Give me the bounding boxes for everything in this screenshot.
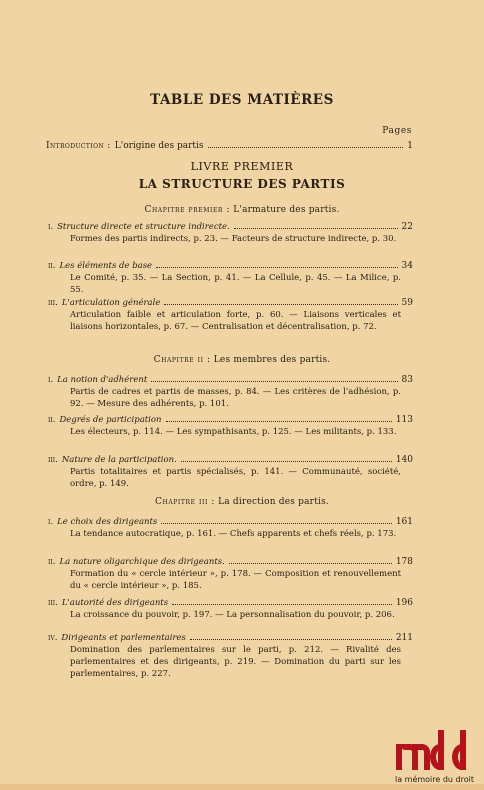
toc-section [48,597,413,621]
toc-section [48,374,413,410]
mdd-logo [390,724,478,786]
page-number: 161 [395,517,413,527]
section-description: Formes des partis indirects, p. 23. — Facteurs de structure indirecte, p. 30. [70,234,397,244]
dot-leader [172,604,392,605]
introduction-label: Introduction : [46,141,111,151]
section-description: La tendance autocratique, p. 161. — Chefs apparents et chefs réels, p. 173. [70,529,397,539]
dot-leader [151,381,397,382]
page-title: TABLE DES MATIÈRES [150,92,334,108]
section-title: L'autorité des dirigeants [61,598,169,608]
chapter-heading [0,497,484,507]
livre-title: LA STRUCTURE DES PARTIS [138,177,346,191]
section-title: L'articulation générale [61,298,161,308]
section-title: Dirigeants et parlementaires [61,633,186,643]
toc-section [48,516,413,540]
section-description: Domination des parlementaires sur le parti, p. 212. — Rivalité des parlementaires et des dirigeants, p. 219. — Domination du parti sur les parlementaires, p. 227. [70,645,401,679]
mdd-logo-mark [394,728,476,772]
chapter-label: Chapitre iii : [155,497,216,507]
section-number: i. [48,375,54,385]
chapter-label: Chapitre premier : [144,205,231,215]
introduction-entry [46,141,413,151]
section-number: ii. [48,415,56,425]
dot-leader [229,563,392,564]
dot-leader [161,523,392,524]
page-number: 196 [395,598,413,608]
livre-label: LIVRE PREMIER [190,160,294,173]
dot-leader [166,421,392,422]
page-number: 211 [395,633,413,643]
section-description: Formation du « cercle intérieur », p. 178. — Composition et renouvellement du « cercle intérieur », p. 185. [70,569,401,591]
page-edge [0,784,484,790]
page-number: 1 [407,141,413,151]
section-description: Articulation faible et articulation forte, p. 60. — Liaisons verticales et liaisons horizontales, p. 67. — Centralisation et décentralisation, p. 72. [70,310,401,332]
section-description: Le Comité, p. 35. — La Section, p. 41. — La Cellule, p. 45. — La Milice, p. 55. [70,273,401,295]
section-number: iv. [48,633,58,643]
toc-section [48,454,413,490]
introduction-text: L'origine des partis [114,141,204,151]
section-title: La notion d'adhérent [57,375,148,385]
dot-leader [190,639,392,640]
section-title: Structure directe et structure indirecte. [57,222,230,232]
logo-tagline: la mémoire du droit [394,775,474,784]
section-title: Nature de la participation. [61,455,177,465]
page-number: 34 [401,261,413,271]
section-number: i. [48,517,54,527]
section-number: iii. [48,598,58,608]
chapter-title: L'armature des partis. [233,205,340,215]
chapter-title: Les membres des partis. [213,355,331,365]
dot-leader [164,304,397,305]
page-number: 22 [401,222,413,232]
chapter-heading [0,205,484,215]
chapter-title: La direction des partis. [218,497,329,507]
toc-section [48,260,413,296]
section-description: Partis totalitaires et partis spécialisés, p. 141. — Communauté, société, ordre, p. 149. [70,467,401,489]
section-description: La croissance du pouvoir, p. 197. — La personnalisation du pouvoir, p. 206. [70,610,395,620]
dot-leader [156,267,397,268]
section-number: iii. [48,455,58,465]
page-number: 83 [401,375,413,385]
toc-section [48,221,413,245]
section-description: Partis de cadres et partis de masses, p. 84. — Les critères de l'adhésion, p. 92. — Mesure des adhérents, p. 101. [70,387,401,409]
section-title: Degrés de participation [59,415,162,425]
section-number: ii. [48,261,56,271]
dot-leader [234,228,398,229]
chapter-label: Chapitre ii : [153,355,211,365]
chapter-heading [0,355,484,365]
toc-section [48,297,413,333]
toc-section [48,556,413,592]
pages-column-label: Pages [382,126,412,136]
section-title: Le choix des dirigeants [57,517,158,527]
section-title: Les éléments de base [59,261,153,271]
page-number: 113 [395,415,413,425]
section-number: ii. [48,557,56,567]
toc-section [48,414,413,438]
section-title: La nature oligarchique des dirigeants. [59,557,225,567]
dot-leader [208,147,404,148]
page-number: 140 [395,455,413,465]
page-number: 59 [401,298,413,308]
section-description: Les électeurs, p. 114. — Les sympathisants, p. 125. — Les militants, p. 133. [70,427,397,437]
section-number: i. [48,222,54,232]
dot-leader [181,461,392,462]
page-number: 178 [395,557,413,567]
toc-section [48,632,413,680]
section-number: iii. [48,298,58,308]
